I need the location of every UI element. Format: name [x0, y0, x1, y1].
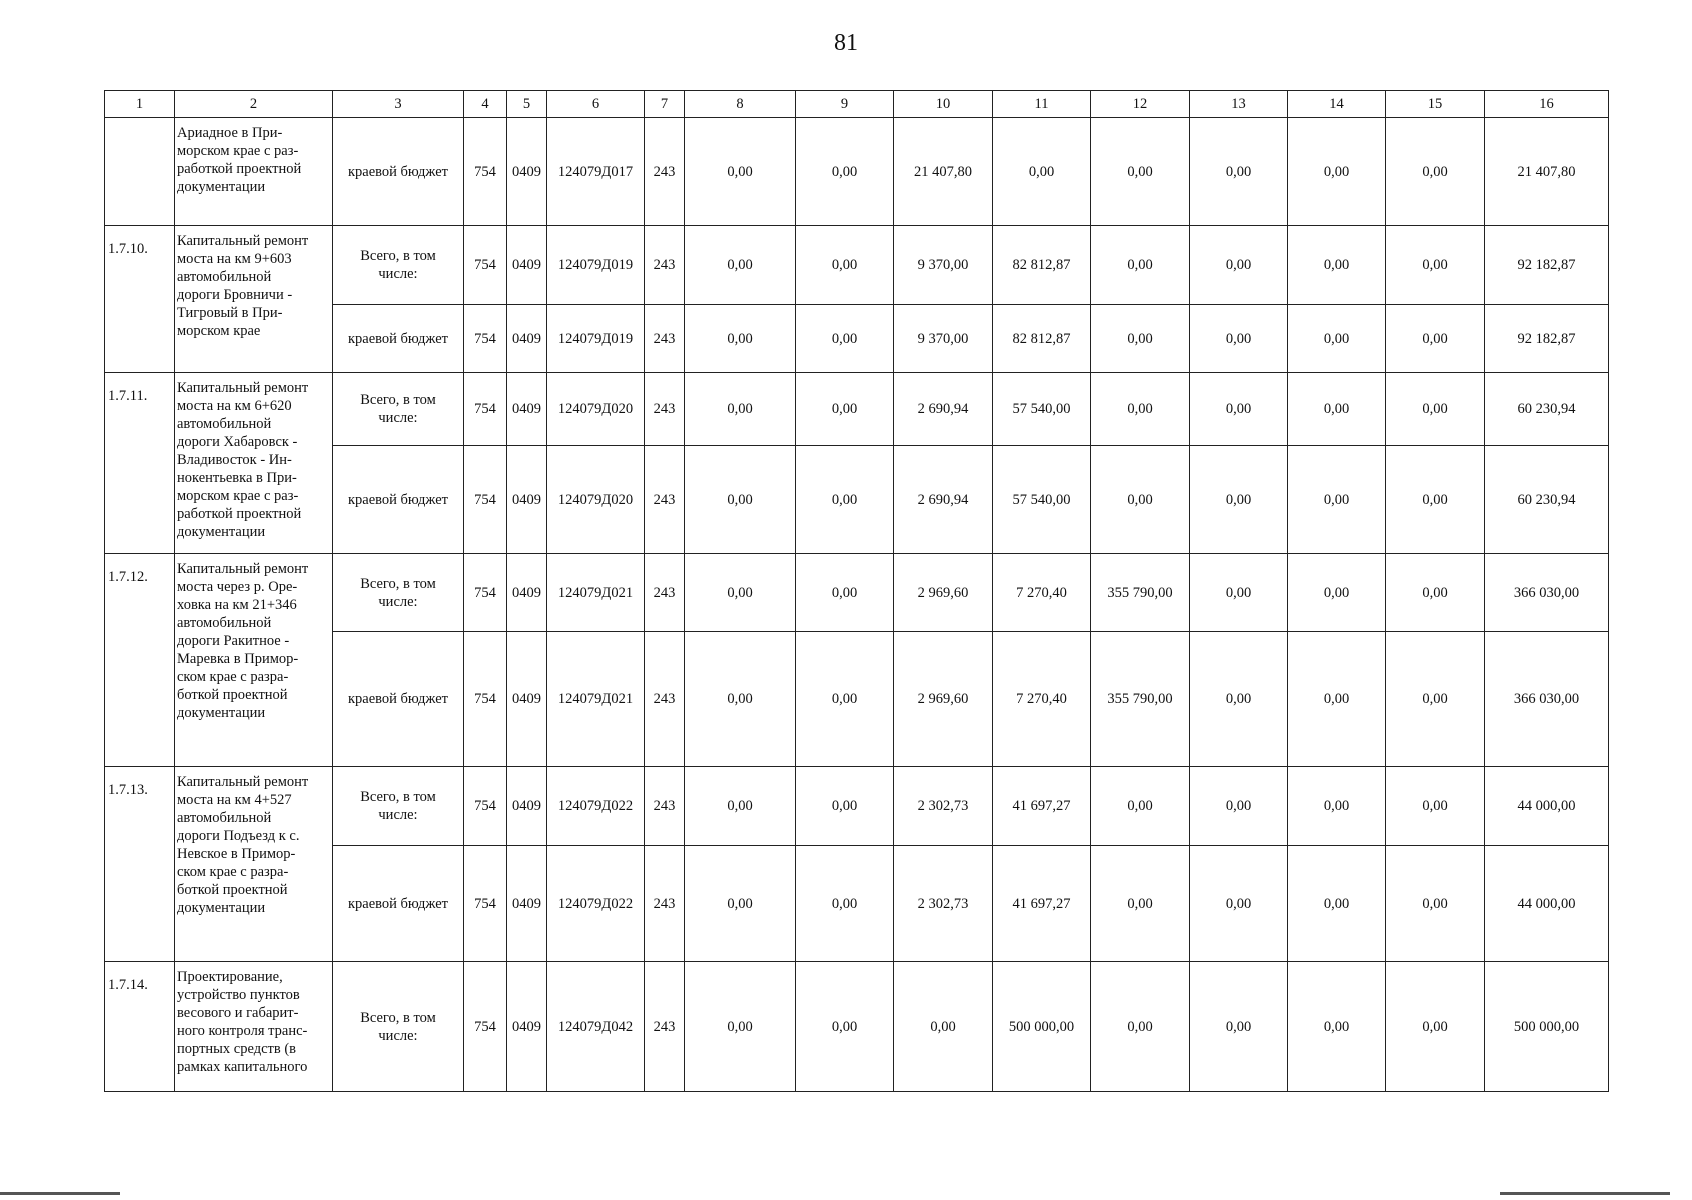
amount-cell: 0,00	[1091, 446, 1190, 554]
header-cell: 7	[645, 91, 685, 118]
amount-cell: 92 182,87	[1485, 305, 1609, 373]
section-code-cell: 0409	[507, 767, 547, 846]
item-number-cell	[105, 118, 175, 226]
amount-cell: 82 812,87	[993, 305, 1091, 373]
amount-cell: 0,00	[1091, 305, 1190, 373]
expense-type-cell: 243	[645, 846, 685, 962]
page-number: 81	[834, 30, 858, 56]
ministry-code-cell: 754	[464, 554, 507, 632]
header-cell: 15	[1386, 91, 1485, 118]
header-cell: 12	[1091, 91, 1190, 118]
amount-cell: 2 302,73	[894, 767, 993, 846]
amount-cell: 0,00	[1190, 305, 1288, 373]
amount-cell: 0,00	[1386, 962, 1485, 1092]
table-row	[105, 373, 1609, 446]
expense-type-cell: 243	[645, 226, 685, 305]
ministry-code-cell: 754	[464, 226, 507, 305]
ministry-code-cell: 754	[464, 962, 507, 1092]
amount-cell: 0,00	[796, 446, 894, 554]
amount-cell: 0,00	[1386, 554, 1485, 632]
amount-cell: 82 812,87	[993, 226, 1091, 305]
amount-cell: 0,00	[1386, 118, 1485, 226]
amount-cell: 0,00	[1091, 373, 1190, 446]
amount-cell: 500 000,00	[993, 962, 1091, 1092]
header-row	[105, 91, 1609, 118]
amount-cell: 0,00	[685, 373, 796, 446]
item-name-cell: Ариадное в При- морском крае с раз- работкой проектной документации	[175, 118, 333, 226]
amount-cell: 0,00	[1386, 226, 1485, 305]
amount-cell: 0,00	[796, 118, 894, 226]
amount-cell: 0,00	[1288, 226, 1386, 305]
item-name-cell: Капитальный ремонт моста через р. Оре- ховка на км 21+346 автомобильной дороги Ракитное - Маревка в Примор- ском крае с разра- боткой проектной документации	[175, 554, 333, 767]
amount-cell: 0,00	[1386, 767, 1485, 846]
section-code-cell: 0409	[507, 118, 547, 226]
section-code-cell: 0409	[507, 962, 547, 1092]
header-cell: 9	[796, 91, 894, 118]
amount-cell: 0,00	[1288, 554, 1386, 632]
funding-source-cell: Всего, в том числе:	[333, 226, 464, 305]
header-cell: 10	[894, 91, 993, 118]
amount-cell: 0,00	[1386, 373, 1485, 446]
amount-cell: 9 370,00	[894, 305, 993, 373]
expense-type-cell: 243	[645, 554, 685, 632]
amount-cell: 0,00	[1091, 767, 1190, 846]
header-cell: 2	[175, 91, 333, 118]
ministry-code-cell: 754	[464, 446, 507, 554]
item-number-cell: 1.7.10.	[105, 226, 175, 373]
item-name-cell: Проектирование, устройство пунктов весового и габарит- ного контроля транс- портных средств (в рамках капитального	[175, 962, 333, 1092]
amount-cell: 0,00	[1190, 632, 1288, 767]
amount-cell: 0,00	[796, 767, 894, 846]
amount-cell: 60 230,94	[1485, 446, 1609, 554]
table-row	[105, 767, 1609, 846]
header-cell: 1	[105, 91, 175, 118]
amount-cell: 0,00	[1091, 226, 1190, 305]
amount-cell: 0,00	[685, 305, 796, 373]
item-number-cell: 1.7.14.	[105, 962, 175, 1092]
funding-source-cell: Всего, в том числе:	[333, 373, 464, 446]
funding-source-cell: краевой бюджет	[333, 118, 464, 226]
header-cell: 5	[507, 91, 547, 118]
amount-cell: 355 790,00	[1091, 632, 1190, 767]
amount-cell: 0,00	[1288, 962, 1386, 1092]
expense-type-cell: 243	[645, 305, 685, 373]
amount-cell: 2 690,94	[894, 373, 993, 446]
amount-cell: 57 540,00	[993, 446, 1091, 554]
amount-cell: 0,00	[685, 226, 796, 305]
amount-cell: 92 182,87	[1485, 226, 1609, 305]
ministry-code-cell: 754	[464, 373, 507, 446]
amount-cell: 0,00	[796, 305, 894, 373]
item-number-cell: 1.7.13.	[105, 767, 175, 962]
amount-cell: 355 790,00	[1091, 554, 1190, 632]
amount-cell: 0,00	[993, 118, 1091, 226]
amount-cell: 0,00	[1386, 846, 1485, 962]
amount-cell: 0,00	[1386, 632, 1485, 767]
ministry-code-cell: 754	[464, 118, 507, 226]
expense-type-cell: 243	[645, 446, 685, 554]
amount-cell: 21 407,80	[1485, 118, 1609, 226]
amount-cell: 0,00	[685, 554, 796, 632]
amount-cell: 0,00	[1386, 446, 1485, 554]
target-article-cell: 124079Д019	[547, 305, 645, 373]
table-row	[105, 118, 1609, 226]
amount-cell: 0,00	[685, 767, 796, 846]
amount-cell: 0,00	[1288, 632, 1386, 767]
section-code-cell: 0409	[507, 226, 547, 305]
amount-cell: 2 969,60	[894, 554, 993, 632]
header-cell: 16	[1485, 91, 1609, 118]
amount-cell: 0,00	[1091, 118, 1190, 226]
amount-cell: 0,00	[1288, 846, 1386, 962]
amount-cell: 0,00	[1190, 118, 1288, 226]
amount-cell: 0,00	[1288, 767, 1386, 846]
header-cell: 8	[685, 91, 796, 118]
amount-cell: 0,00	[685, 632, 796, 767]
amount-cell: 9 370,00	[894, 226, 993, 305]
section-code-cell: 0409	[507, 846, 547, 962]
amount-cell: 0,00	[796, 554, 894, 632]
target-article-cell: 124079Д020	[547, 446, 645, 554]
section-code-cell: 0409	[507, 373, 547, 446]
amount-cell: 500 000,00	[1485, 962, 1609, 1092]
ministry-code-cell: 754	[464, 846, 507, 962]
amount-cell: 21 407,80	[894, 118, 993, 226]
ministry-code-cell: 754	[464, 767, 507, 846]
ministry-code-cell: 754	[464, 305, 507, 373]
item-number-cell: 1.7.11.	[105, 373, 175, 554]
target-article-cell: 124079Д021	[547, 554, 645, 632]
table-row	[105, 554, 1609, 632]
table-body	[105, 91, 1609, 1092]
budget-table	[104, 90, 1609, 1092]
amount-cell: 0,00	[1190, 962, 1288, 1092]
amount-cell: 41 697,27	[993, 846, 1091, 962]
expense-type-cell: 243	[645, 373, 685, 446]
amount-cell: 44 000,00	[1485, 846, 1609, 962]
amount-cell: 0,00	[685, 846, 796, 962]
funding-source-cell: краевой бюджет	[333, 305, 464, 373]
amount-cell: 0,00	[1190, 846, 1288, 962]
amount-cell: 0,00	[1190, 373, 1288, 446]
amount-cell: 0,00	[796, 962, 894, 1092]
table-row	[105, 962, 1609, 1092]
item-name-cell: Капитальный ремонт моста на км 4+527 автомобильной дороги Подъезд к с. Невское в Примор- ском крае с разра- боткой проектной документации	[175, 767, 333, 962]
funding-source-cell: краевой бюджет	[333, 632, 464, 767]
amount-cell: 0,00	[796, 846, 894, 962]
expense-type-cell: 243	[645, 767, 685, 846]
target-article-cell: 124079Д021	[547, 632, 645, 767]
item-number-cell: 1.7.12.	[105, 554, 175, 767]
amount-cell: 0,00	[1288, 118, 1386, 226]
amount-cell: 7 270,40	[993, 632, 1091, 767]
header-cell: 4	[464, 91, 507, 118]
section-code-cell: 0409	[507, 446, 547, 554]
expense-type-cell: 243	[645, 962, 685, 1092]
amount-cell: 0,00	[1091, 846, 1190, 962]
target-article-cell: 124079Д020	[547, 373, 645, 446]
section-code-cell: 0409	[507, 554, 547, 632]
item-name-cell: Капитальный ремонт моста на км 9+603 автомобильной дороги Бровничи - Тигровый в При- морском крае	[175, 226, 333, 373]
ministry-code-cell: 754	[464, 632, 507, 767]
expense-type-cell: 243	[645, 118, 685, 226]
funding-source-cell: Всего, в том числе:	[333, 962, 464, 1092]
item-name-cell: Капитальный ремонт моста на км 6+620 автомобильной дороги Хабаровск - Владивосток - Ин- нокентьевка в При- морском крае с раз- работкой проектной документации	[175, 373, 333, 554]
amount-cell: 7 270,40	[993, 554, 1091, 632]
amount-cell: 2 690,94	[894, 446, 993, 554]
amount-cell: 44 000,00	[1485, 767, 1609, 846]
funding-source-cell: краевой бюджет	[333, 846, 464, 962]
expense-type-cell: 243	[645, 632, 685, 767]
funding-source-cell: Всего, в том числе:	[333, 767, 464, 846]
header-cell: 6	[547, 91, 645, 118]
section-code-cell: 0409	[507, 305, 547, 373]
amount-cell: 0,00	[1190, 767, 1288, 846]
footer-rule	[0, 1192, 120, 1195]
table-row	[105, 226, 1609, 305]
amount-cell: 366 030,00	[1485, 554, 1609, 632]
section-code-cell: 0409	[507, 632, 547, 767]
amount-cell: 0,00	[796, 632, 894, 767]
target-article-cell: 124079Д017	[547, 118, 645, 226]
header-cell: 3	[333, 91, 464, 118]
funding-source-cell: краевой бюджет	[333, 446, 464, 554]
header-cell: 11	[993, 91, 1091, 118]
target-article-cell: 124079Д022	[547, 846, 645, 962]
header-cell: 14	[1288, 91, 1386, 118]
amount-cell: 0,00	[796, 226, 894, 305]
amount-cell: 57 540,00	[993, 373, 1091, 446]
amount-cell: 0,00	[1190, 446, 1288, 554]
amount-cell: 0,00	[894, 962, 993, 1092]
amount-cell: 0,00	[685, 118, 796, 226]
amount-cell: 0,00	[685, 962, 796, 1092]
amount-cell: 0,00	[1288, 373, 1386, 446]
amount-cell: 0,00	[796, 373, 894, 446]
amount-cell: 0,00	[685, 446, 796, 554]
amount-cell: 2 302,73	[894, 846, 993, 962]
amount-cell: 366 030,00	[1485, 632, 1609, 767]
header-cell: 13	[1190, 91, 1288, 118]
amount-cell: 41 697,27	[993, 767, 1091, 846]
funding-source-cell: Всего, в том числе:	[333, 554, 464, 632]
amount-cell: 60 230,94	[1485, 373, 1609, 446]
amount-cell: 0,00	[1091, 962, 1190, 1092]
amount-cell: 0,00	[1288, 446, 1386, 554]
amount-cell: 2 969,60	[894, 632, 993, 767]
footer-rule	[1500, 1192, 1670, 1195]
target-article-cell: 124079Д042	[547, 962, 645, 1092]
amount-cell: 0,00	[1190, 554, 1288, 632]
target-article-cell: 124079Д019	[547, 226, 645, 305]
amount-cell: 0,00	[1190, 226, 1288, 305]
target-article-cell: 124079Д022	[547, 767, 645, 846]
amount-cell: 0,00	[1386, 305, 1485, 373]
amount-cell: 0,00	[1288, 305, 1386, 373]
